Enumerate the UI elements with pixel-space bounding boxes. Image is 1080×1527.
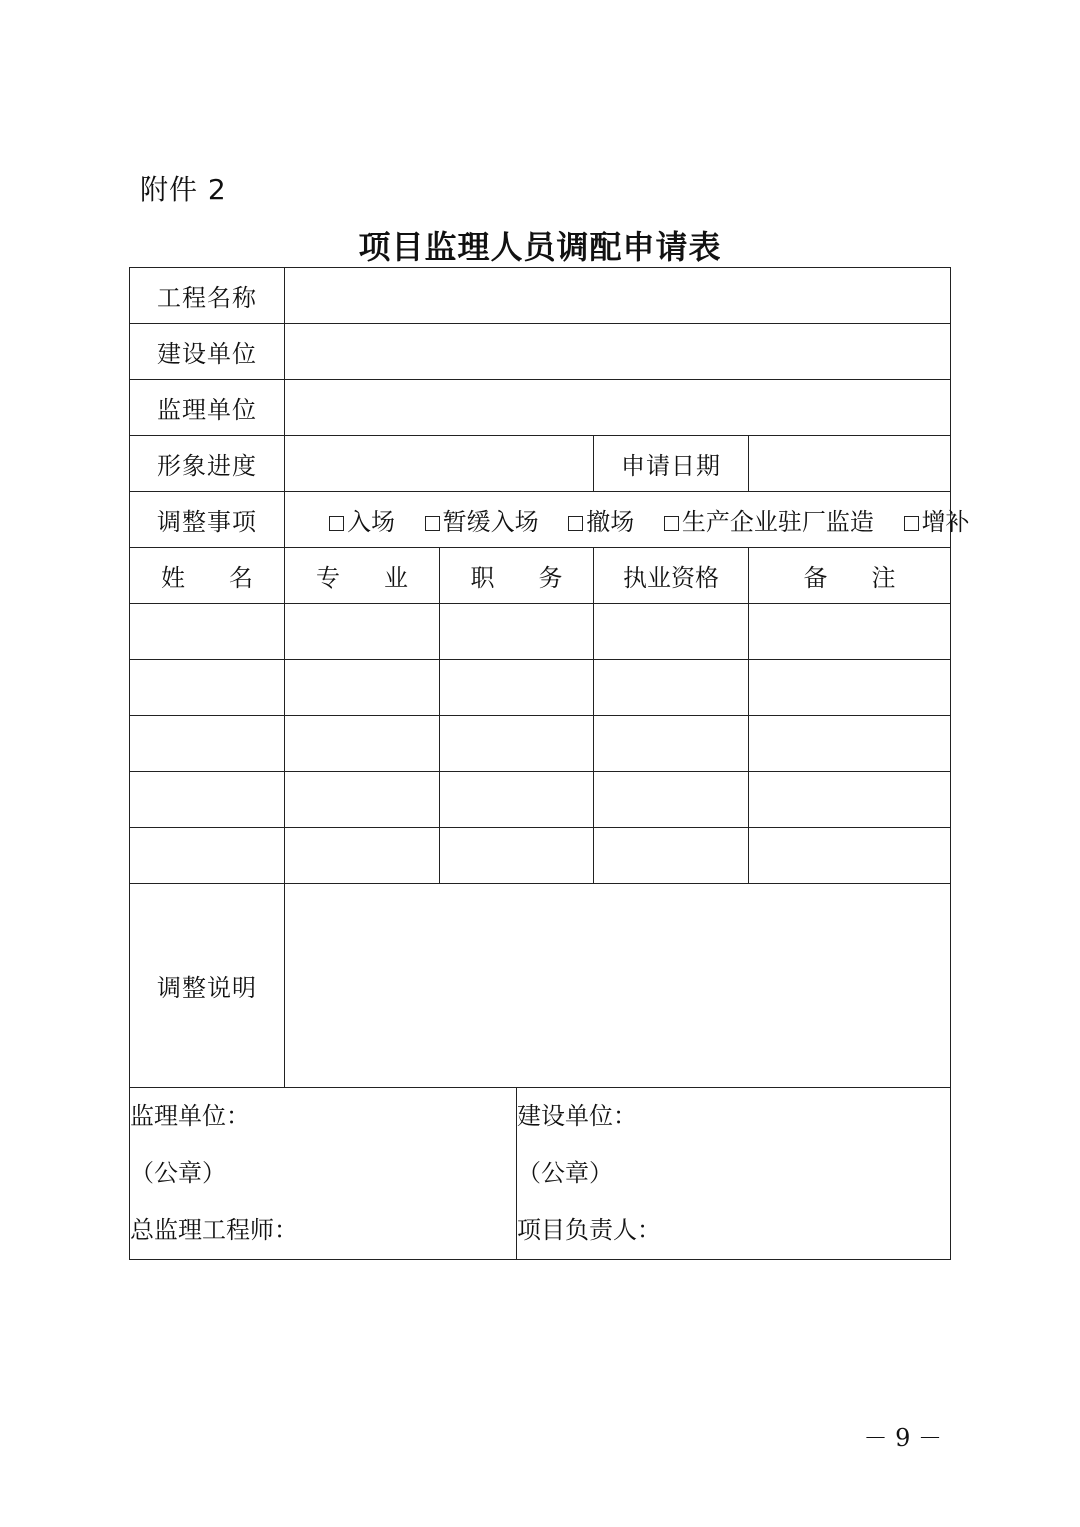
option-supplement[interactable] [904,502,970,537]
construction-unit-sign-label: 建设单位： [516,1102,637,1130]
table-row [130,716,951,772]
cell-name[interactable] [130,716,285,772]
chief-engineer-sign-label: 总监理工程师： [130,1216,298,1244]
application-form [129,267,970,1260]
checkbox-icon[interactable] [329,516,344,531]
progress-label: 形象进度 [130,436,285,492]
construction-unit-label: 建设单位 [130,324,285,380]
cell-position[interactable] [440,660,594,716]
header-char: 职 [470,564,495,592]
cell-name[interactable] [130,772,285,828]
cell-qualification[interactable] [594,828,749,884]
checkbox-icon[interactable] [425,516,440,531]
cell-qualification[interactable] [594,660,749,716]
apply-date-field[interactable] [749,436,951,492]
cell-major[interactable] [285,604,440,660]
column-header-major [285,548,440,604]
supervision-unit-sign-label: 监理单位： [130,1102,250,1130]
cell-remarks[interactable] [749,772,951,828]
attachment-label: 附件 2 [140,173,227,206]
supervision-seal-label: （公章） [130,1159,226,1187]
construction-seal-label: （公章） [516,1159,613,1187]
cell-qualification[interactable] [594,716,749,772]
checkbox-icon[interactable] [904,516,919,531]
adjustment-items-label: 调整事项 [130,492,285,548]
option-postpone[interactable] [425,502,539,537]
cell-qualification[interactable] [594,604,749,660]
column-header-name [130,548,285,604]
checkbox-icon[interactable] [664,516,679,531]
project-name-field[interactable] [285,268,951,324]
column-header-position [440,548,594,604]
cell-position[interactable] [440,604,594,660]
option-label: 增补 [921,508,970,536]
page-number: － 9 － [863,1424,942,1452]
header-char: 姓 [161,564,185,592]
header-char: 名 [229,564,253,592]
cell-position[interactable] [440,772,594,828]
cell-remarks[interactable] [749,716,951,772]
option-label: 暂缓入场 [442,508,539,536]
cell-major[interactable] [285,716,440,772]
header-char: 备 [803,564,828,592]
adjustment-note-field[interactable] [285,884,951,1088]
construction-signature-block [516,1088,950,1259]
cell-major[interactable] [285,772,440,828]
progress-field[interactable] [285,436,594,492]
table-row [130,828,951,884]
column-header-qualification: 执业资格 [594,548,749,604]
adjustment-options [285,492,970,548]
header-char: 务 [538,564,563,592]
option-enter[interactable] [329,502,395,537]
supervision-signature-block [130,1088,516,1259]
cell-name[interactable] [130,660,285,716]
cell-qualification[interactable] [594,772,749,828]
option-factory-supervision[interactable] [664,502,874,537]
column-header-remarks [749,548,951,604]
supervision-unit-field[interactable] [285,380,951,436]
adjustment-note-label: 调整说明 [130,884,285,1088]
cell-major[interactable] [285,828,440,884]
option-exit[interactable] [568,502,634,537]
cell-position[interactable] [440,716,594,772]
construction-unit-field[interactable] [285,324,951,380]
option-label: 生产企业驻厂监造 [681,508,874,536]
cell-position[interactable] [440,828,594,884]
header-char: 专 [316,564,340,592]
table-row [130,772,951,828]
cell-major[interactable] [285,660,440,716]
apply-date-label: 申请日期 [594,436,749,492]
form-title: 项目监理人员调配申请表 [358,228,722,266]
checkbox-icon[interactable] [568,516,583,531]
table-row [130,660,951,716]
table-row [130,604,951,660]
cell-remarks[interactable] [749,828,951,884]
option-label: 撤场 [586,508,635,536]
cell-remarks[interactable] [749,660,951,716]
header-char: 业 [384,564,408,592]
option-label: 入场 [347,508,395,536]
cell-name[interactable] [130,604,285,660]
supervision-unit-label: 监理单位 [130,380,285,436]
cell-remarks[interactable] [749,604,951,660]
header-char: 注 [871,564,896,592]
project-name-label: 工程名称 [130,268,285,324]
project-leader-sign-label: 项目负责人： [516,1216,661,1244]
cell-name[interactable] [130,828,285,884]
